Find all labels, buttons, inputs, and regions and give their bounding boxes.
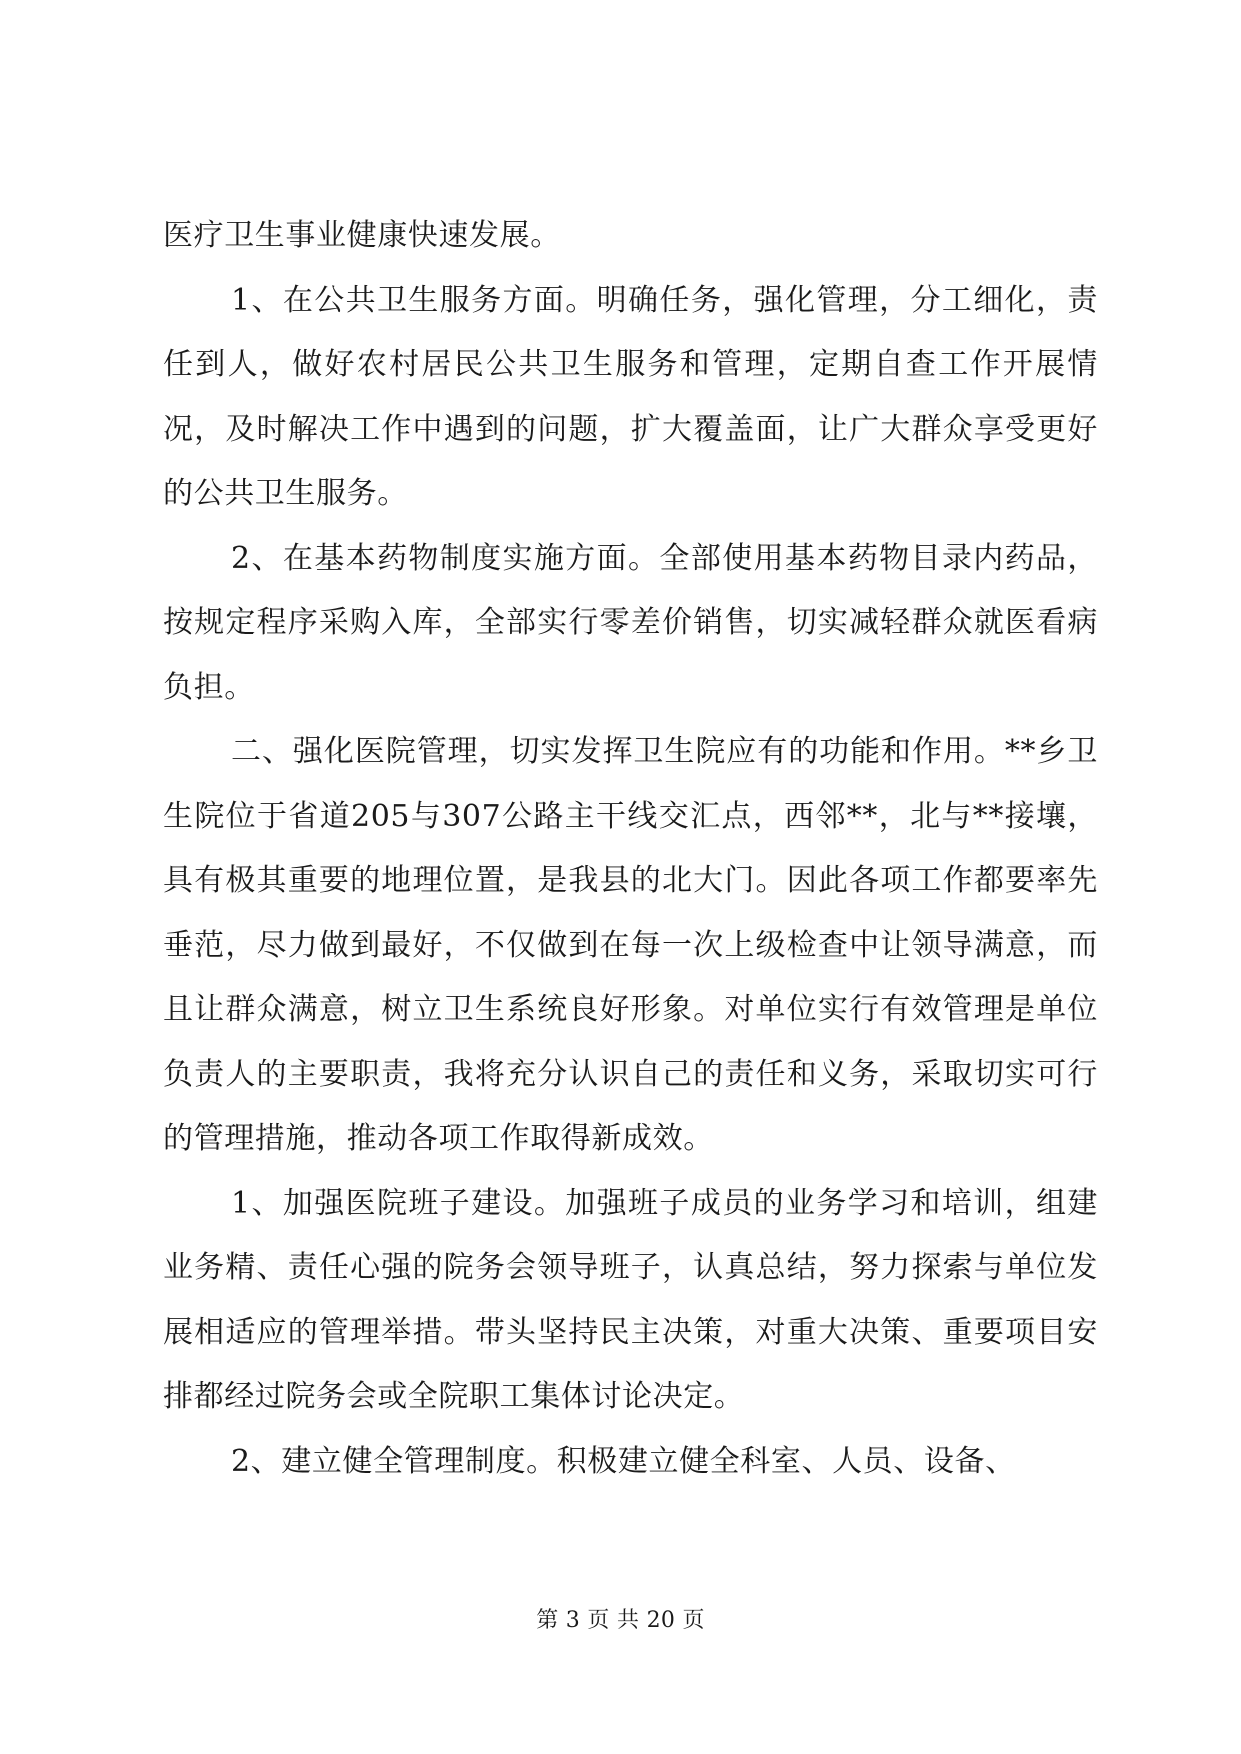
paragraph-6: 2、建立健全管理制度。积极建立健全科室、人员、设备、 [231, 1443, 1016, 1479]
paragraph-3: 2、在基本药物制度实施方面。全部使用基本药物目录内药品，按规定程序采购入库，全部实行零差价销售，切实减轻群众就医看病负担。 [163, 540, 1098, 705]
paragraph-4: 二、强化医院管理，切实发挥卫生院应有的功能和作用。**乡卫生院位于省道205与307公路主干线交汇点，西邻**，北与**接壤，具有极其重要的地理位置，是我县的北大门。因此各项工作都要率先垂范，尽力做到最好，不仅做到在每一次上级检查中让领导满意，而且让群众满意，树立卫生系统良好形象。对单位实行有效管理是单位负责人的主要职责，我将充分认识自己的责任和义务，采取切实可行的管理措施，推动各项工作取得新成效。 [163, 734, 1098, 1156]
paragraph-1: 医疗卫生事业健康快速发展。 [163, 218, 561, 253]
page-number: 第 3 页 共 20 页 [536, 1608, 705, 1633]
paragraph-5: 1、加强医院班子建设。加强班子成员的业务学习和培训，组建业务精、责任心强的院务会领导班子，认真总结，努力探索与单位发展相适应的管理举措。带头坚持民主决策，对重大决策、重要项目安排都经过院务会或全院职工集体讨论决定。 [163, 1185, 1098, 1414]
document-body [163, 204, 1098, 1494]
page-footer [0, 1606, 1241, 1636]
paragraph-2: 1、在公共卫生服务方面。明确任务，强化管理，分工细化，责任到人，做好农村居民公共卫生服务和管理，定期自查工作开展情况，及时解决工作中遇到的问题，扩大覆盖面，让广大群众享受更好的公共卫生服务。 [163, 282, 1098, 511]
